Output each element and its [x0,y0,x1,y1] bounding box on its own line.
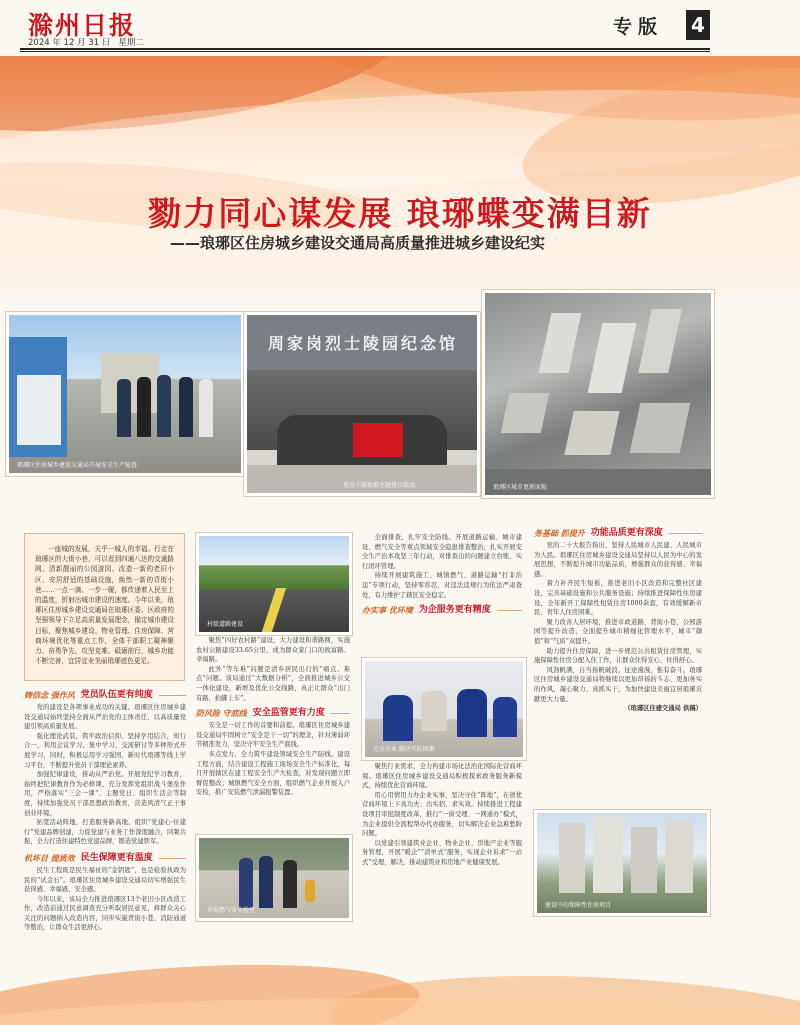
photo-caption: 建设中的保障性住房项目 [545,902,612,909]
paragraph: 民生工程既是民生福祉的“金钥匙”，也是检验执政为民的“试金石”。琅琊区住房城乡建设交通局切实增强民生获得感、幸福感、安全感。 [24,866,186,894]
header-banner [0,56,800,296]
page-number: 4 [686,10,710,40]
masthead-rule-thin [20,51,710,52]
section-tag: 防风险 守底线 [196,708,247,718]
photo-caption: 开展燃气安全检查 [207,907,256,914]
paragraph: 拓宽活动阵地，打造服务新高地，组织“党建心·住建行”党建品牌创建，力促党建与业务工作深度融合，同频共振，全力打造住建特色党建品牌，锻造党建铁军。 [24,819,186,846]
photo-gas-inspection [196,835,352,921]
paragraph: 党的二十大报告指出，坚持人民城市人民建、人民城市为人民。琅琊区住房城乡建设交通局坚持以人民为中心的发展思想，不断提升城市功能品质，增强群众的获得感、幸福感。 [534,542,702,578]
paragraph: 聚焦“四好农村路”建设，大力建设和谐路网，实施农村公路建设33.65公里，成为群众家门口的致富路、幸福路。 [196,637,350,664]
section-title: 功能品质更有深度 [590,527,663,538]
paragraph: 党的建设是各项事业成功的关键。琅琊区住房城乡建设交通局始终坚持全面从严治党的主体责任，以高质量党建引领高质量发展。 [24,704,186,731]
photo-enterprise-visit [362,658,526,760]
masthead-rule [20,48,710,50]
section-title: 民生保障更有温度 [80,852,153,863]
section-title: 安全监管更有力度 [252,707,325,718]
section-tag: 务基础 抓提升 [534,528,585,538]
column-4 [534,526,702,714]
dateline [28,36,144,48]
paragraph: 聚焦行业需求，全力构建市场化法治化国际化营商环境。琅琊区住房城乡建设交通局积极探索政务服务新模式，持续优化营商环境。 [362,763,522,790]
photo-city-aerial [482,290,714,498]
photo-village-road [196,533,352,635]
column-1 [24,688,186,933]
paragraph: 今年以来，该局全力推进琅琊区13个老旧小区改造工作，改造前通过民意调查充分听取居民意见，将群众关心关注的问题纳入改造内容，同步实施背街小巷、消防通道等整治，让群众生活更舒心。 [24,895,186,932]
paragraph: 多点发力，全力筑牢建设领域安全生产防线。建设工程方面，结合建设工程施工现场安全生产标准化，每月开展辖区在建工程安全生产大检查，对发现问题立即督促整改；城镇燃气安全方面，组织燃气企业开展入户安检，推广安装燃气泄漏报警装置。 [196,750,350,797]
memorial-sign: 周家岗烈士陵园纪念馆 [267,334,458,353]
paragraph: 以党建引领建筑业企业、物业企业、房地产企业等服务管理，开展“暖企”“清单式”服务，实现企业诉求“一站式”受理、解决，推动建筑业和房地产业健康发展。 [362,839,522,866]
section-tag: 办实事 优环境 [362,605,413,615]
photo-caption: 琅琊区城市更新面貌 [493,484,548,491]
paragraph: 加强纪律建设，推动从严治党。开展党纪学习教育，始终把纪律教育作为必修课，充分发挥党组织战斗堡垒作用，严格落实“三会一课”、主题党日、组织生活会等制度，持续加强党员干部思想政治教育，营造风清气正干事创业环境。 [24,771,186,817]
paragraph: 风劲帆满，自当扬帆破浪。征途漫漫，惟有奋斗。琅琊区住房城乡建设交通局将继续以更加昂扬的斗志、更加务实的作风，凝心聚力、真抓实干，为加快建设美丽宜居琅琊贡献更大力量。 [534,666,702,703]
section-tag: 机坏目 提质效 [24,853,75,863]
photo-housing-project [534,810,710,916]
paragraph: 此外“等车难”问题是清乡居民出行的“痛点、难点”问题。该局通过“大数据分析”，全面推进城乡公交一体化建设，新增及优化公交线路，真正让群众“出门有路，抬脚上车”。 [196,665,350,702]
newspaper-logo: 滁州日报 [28,11,137,40]
intro-box: 一座城的发展，关乎一城人的幸福。行走在琅琊区的大街小巷，可以看到四通八达的交通路网、清新靓丽的公园游园、改造一新的老旧小区、安居舒适的基础设施，焕然一新的背街小巷……一点一滴、一步一履，都传递着人民至上的温度，折射出城市建设的速度。今年以来，琅琊区住房城乡建设交通局在琅琊区委、区政府的坚强领导下立足高质量发展理念，锚定城市建设目标，聚焦城乡建设、物业管理、住房保障、营商环境优化等重点工作，全体干部职工凝神聚力、奋勇争先，攻坚克难、砥砺前行，城乡功能不断完善，宜居宜业美丽琅琊底色更足。 [24,533,185,681]
paragraph: 着力补齐民生短板，推进老旧小区改造和完整社区建设，完善基础设施和公共服务设施；持续推进保障性住房建设，全年新开工保障性租赁住房1000余套，有效缓解新市民、青年人住房困难。 [534,580,702,617]
section-title: 党员队伍更有纯度 [80,689,153,700]
issue-weekday: 星期二 [118,38,144,48]
column-2 [196,636,350,798]
photo-caption: 走访企业 解决实际困难 [373,746,435,753]
section-title: 为企服务更有精度 [418,604,491,615]
section-heading [362,603,522,618]
paragraph: 用心用情用力办企业实事，坚决守住“阵地”，在创优营商环境上下真功夫、出实招、求实效。持续推进工程建设项目审批制度改革，推行“一窗受理、一网通办”模式，为企业提供全流程帮办代办服务，切实解决企业急难愁盼问题。 [362,791,522,838]
section-heading [24,851,186,866]
section-heading [24,688,186,703]
paragraph: 聚力改善人居环境，推进市政道路、背街小巷、公园游园等提升改造，全面提升城市精细化管理水平，城市“颜值”和“气质”双提升。 [534,618,702,645]
paragraph: 安全是一切工作的首要和前提。琅琊区住房城乡建设交通局牢固树立“安全是干一切”的理念，针对薄弱环节精准发力，坚决守牢安全生产底线。 [196,722,350,749]
page-subheadline: ——琅琊区住房城乡建设交通局高质量推进城乡建设纪实 [170,234,546,252]
section-heading [196,706,350,721]
section-heading [534,526,702,541]
photo-caption: 琅琊区住房城乡建设交通局开展安全生产检查 [17,462,138,469]
paragraph: 全面排查，扎牢安全防线。开展道路运输、城市建设、燃气安全等重点领域安全隐患排查整治，扎实开展安全生产治本攻坚三年行动，对排查出的问题建立台账，实行闭环管理。 [362,534,522,570]
column-3-top [362,533,522,618]
issue-date: 2024 年 12 月 31 日 [28,38,111,48]
paragraph: 强化理论武装，筑牢政治信仰。坚持学用结合，知行合一，利用会议学习、集中学习、交流研讨等多种形式开展学习，同时，积极运用学习强国、新时代琅琊等线上学习平台，不断提升党员干部理论素养。 [24,732,186,769]
paragraph: 助力提升住房保障，进一步规范公共租赁住房管理，实施保障性住房分配入住工作，让群众住得安心、住得舒心。 [534,647,702,665]
paragraph: 持续开展建筑施工、城镇燃气、道路运输“打非治违”专项行动，坚持零容忍，对违法违规行为依法严肃查处，有力维护了辖区安全稳定。 [362,572,522,599]
article-credit: （琅琊区住建交通局 供稿） [624,705,702,713]
column-3-bottom [362,762,522,868]
photo-caption: 党员干部参加主题党日活动 [343,482,416,489]
section-tag: 铸信念 强作风 [24,690,75,700]
photo-caption: 村级道路建设 [207,621,244,628]
photo-safety-inspection [6,312,244,476]
photo-memorial-hall [244,312,480,496]
section-name: 专版 [613,16,664,38]
page-headline: 勠力同心谋发展 琅琊蝶变满目新 [148,194,652,233]
